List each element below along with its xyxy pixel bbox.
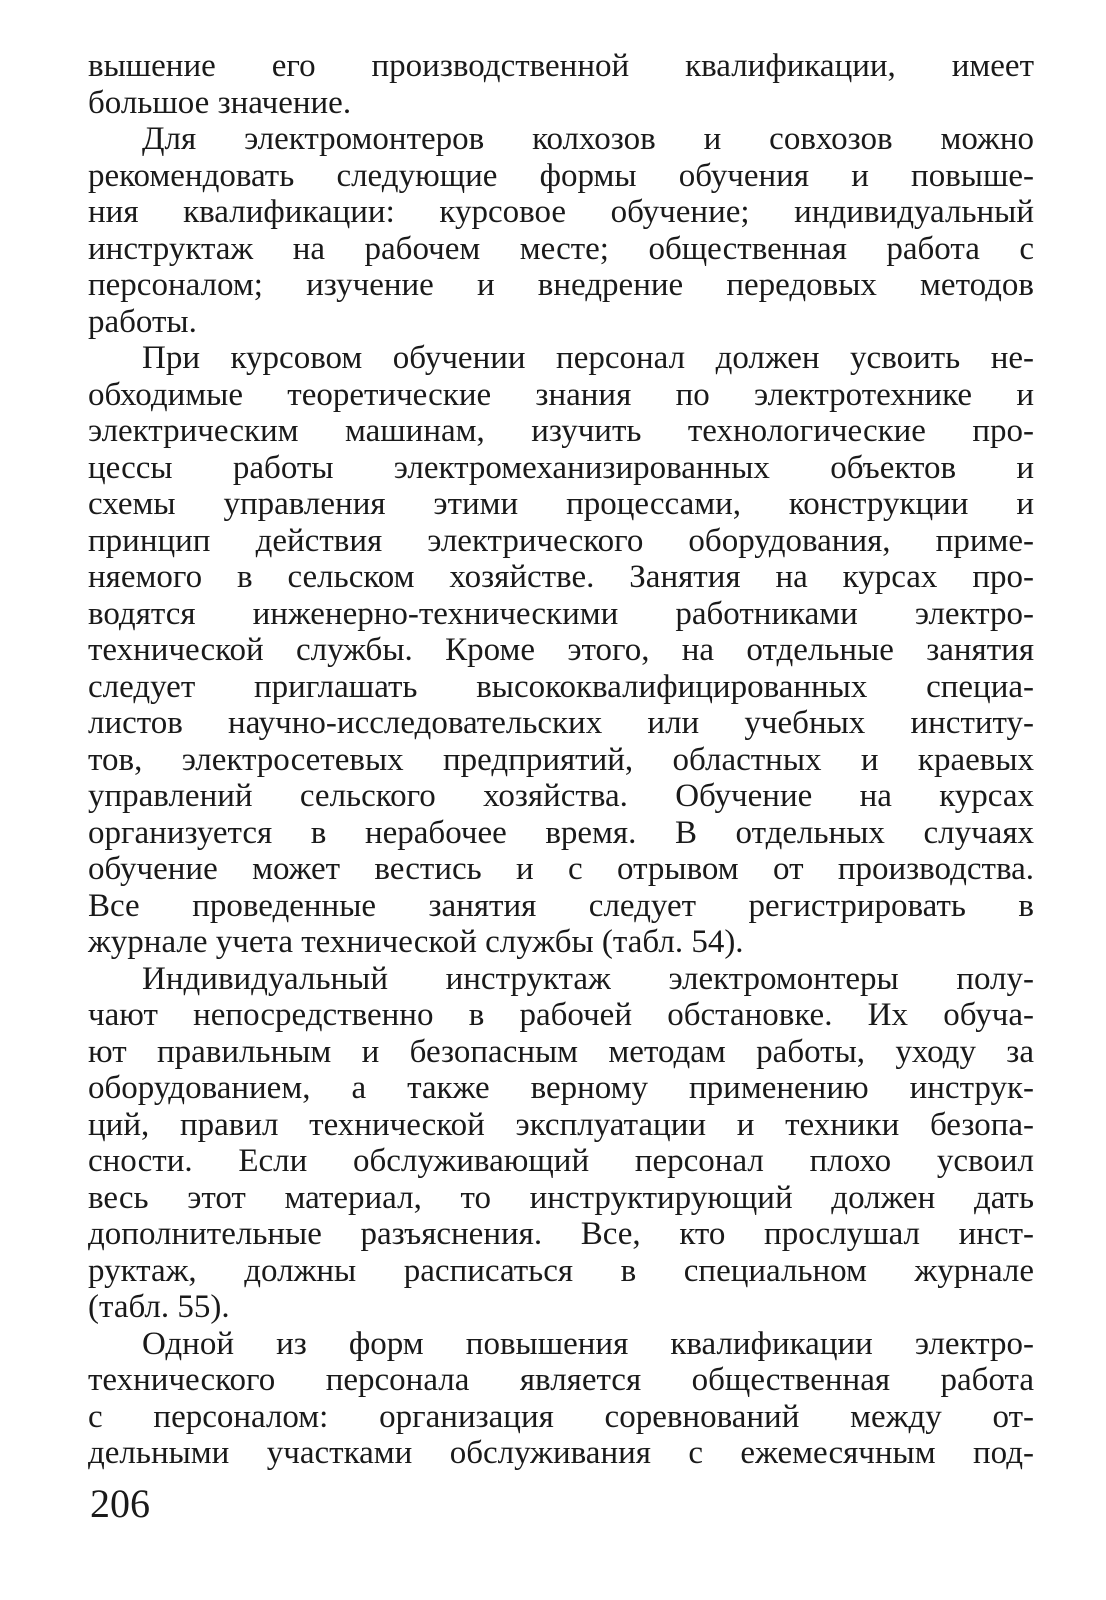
page-number: 206 [90,1481,150,1526]
text-line: цессы работы электромеханизированных объектов и [88,449,1034,486]
text-line: обходимые теоретические знания по электротехнике и [88,376,1034,413]
text-line: технического персонала является общественная работа [88,1362,1034,1398]
text-line: принцип действия электрического оборудования, приме- [88,522,1034,559]
text-line: ют правильным и безопасным методам работы, уходу за [88,1033,1034,1070]
text-line: инструктаж на рабочем месте; общественная работа с [88,230,1034,267]
text-line: Все проведенные занятия следует регистрировать в [88,887,1034,924]
text-line: тов, электросетевых предприятий, областных и краевых [88,741,1034,778]
text-line: электрическим машинам, изучить технологические про- [88,413,1034,449]
text-line: вышение его производственной квалификации, имеет [88,48,1034,84]
text-line: Индивидуальный инструктаж электромонтеры полу- [142,960,1034,997]
text-line: оборудованием, а также верному применению инструк- [88,1070,1034,1106]
paragraph [88,961,1034,1326]
text-line: ния квалификации: курсовое обучение; индивидуальный [88,194,1034,230]
text-line: дополнительные разъяснения. Все, кто прослушал инст- [88,1216,1034,1252]
text-line: технической службы. Кроме этого, на отдельные занятия [88,632,1034,668]
text-line: ций, правил технической эксплуатации и техники безопа- [88,1106,1034,1143]
text-line: чают непосредственно в рабочей обстановке. Их обуча- [88,997,1034,1033]
text-line: водятся инженерно-техническими работниками электро- [88,595,1034,632]
text-line: При курсовом обучении персонал должен усвоить не- [142,340,1034,376]
text-line: рекомендовать следующие формы обучения и повыше- [88,157,1034,194]
text-line: управлений сельского хозяйства. Обучение на курсах [88,778,1034,814]
text-line: персоналом; изучение и внедрение передовых методов [88,267,1034,303]
text-line: журнале учета технической службы (табл. 54). [88,924,744,960]
paragraph [88,121,1034,340]
text-line: большое значение. [88,84,352,121]
text-line: дельными участками обслуживания с ежемесячным под- [88,1435,1034,1471]
paragraph [88,48,1034,121]
text-line: руктаж, должны расписаться в специальном журнале [88,1252,1034,1289]
text-line: Для электромонтеров колхозов и совхозов можно [142,121,1034,157]
text-line: следует приглашать высококвалифицированных специа- [88,668,1034,705]
text-line: с персоналом: организация соревнований между от- [88,1398,1034,1435]
text-line: схемы управления этими процессами, конструкции и [88,486,1034,522]
text-line: обучение может вестись и с отрывом от производства. [88,851,1034,887]
text-line: Одной из форм повышения квалификации электро- [142,1325,1034,1362]
text-line: (табл. 55). [88,1289,230,1325]
paragraph [88,340,1034,961]
paragraph [88,1326,1034,1472]
text-line: листов научно-исследовательских или учебных институ- [88,705,1034,741]
text-line: весь этот материал, то инструктирующий должен дать [88,1179,1034,1216]
text-line: няемого в сельском хозяйстве. Занятия на курсах про- [88,559,1034,595]
text-line: работы. [88,303,197,340]
text-line: сности. Если обслуживающий персонал плохо усвоил [88,1143,1034,1179]
page-body [88,48,1034,1548]
text-line: организуется в нерабочее время. В отдельных случаях [88,814,1034,851]
